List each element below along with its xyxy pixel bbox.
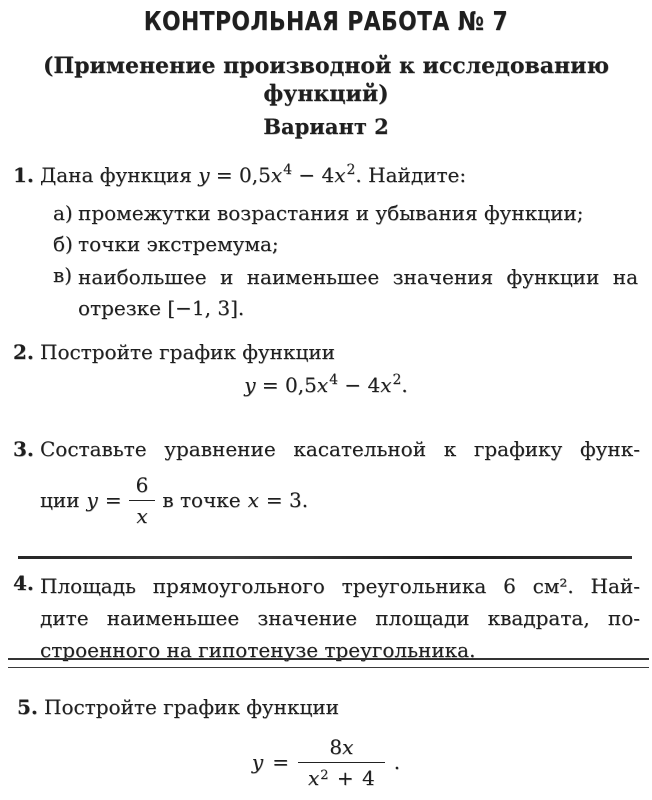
fraction-numerator: 8x (329, 734, 354, 759)
problem-2-formula-text: $y = 0,5x^4 - 4x^2$. (244, 372, 408, 397)
section-divider-bottom (8, 658, 649, 668)
problem-5-text: Постройте график функции (44, 695, 339, 719)
problem-3-line1: Составьте уравнение касательной к графику функ- (40, 437, 640, 461)
variant-heading: Вариант 2 (263, 114, 389, 139)
problem-4 (13, 570, 640, 666)
problem-3-number: 3. (13, 437, 34, 461)
problem-1-item-a-label: а) (53, 201, 73, 225)
document-title (0, 8, 652, 36)
problem-1-item-v-line1: наибольшее и наименьшее значения функции на (78, 265, 638, 289)
fraction-denominator: x (129, 500, 154, 528)
problem-2 (13, 339, 335, 365)
variable-x: x (247, 488, 259, 512)
fraction-6-over-x (129, 473, 156, 528)
fraction-numerator: 6 (135, 472, 149, 497)
problem-5-number: 5. (17, 695, 38, 719)
problem-3-line2-pre: ции (40, 488, 80, 512)
problem-3 (13, 436, 640, 462)
fraction-denominator: $x^2 + 4$ (298, 762, 385, 790)
variable-y: y (251, 750, 264, 774)
variable-y: y (86, 488, 98, 512)
problem-3-line2-end: = 3. (265, 488, 309, 512)
problem-1-item-b-label: б) (53, 232, 73, 256)
section-divider-top (18, 556, 632, 559)
problem-1-item-b-text: точки экстремума; (78, 232, 279, 256)
document-title-text: КОНТРОЛЬНАЯ РАБОТА № 7 (143, 7, 509, 37)
problem-1-item-b (53, 231, 279, 257)
problem-1-item-v (53, 262, 638, 324)
problem-1-intro: Дана функция $y = 0,5x^4 - 4x^2$. Найдите: (40, 162, 467, 187)
problem-2-number: 2. (13, 340, 34, 364)
problem-5-formula (0, 726, 652, 798)
problem-1-item-a (53, 200, 584, 226)
formula-period: . (393, 750, 401, 774)
fraction-8x-over-x2-plus-4 (298, 735, 385, 790)
problem-1-item-a-text: промежутки возрастания и убывания функции; (78, 201, 584, 225)
problem-2-formula (0, 372, 652, 398)
problem-4-text (40, 570, 640, 666)
problem-5 (17, 694, 339, 720)
problem-3-line2 (40, 468, 308, 532)
problem-1-item-v-label: в) (53, 263, 73, 287)
problem-1-item-v-text (78, 262, 638, 324)
problem-1 (13, 162, 466, 188)
problem-4-number: 4. (13, 571, 34, 595)
problem-2-text: Постройте график функции (40, 340, 335, 364)
equals-sign: = (272, 750, 289, 774)
problem-4-line2: дите наименьшее значение площади квадрата, по- (40, 606, 640, 630)
document-subtitle: (Применение производной к исследованию функций) (42, 53, 610, 107)
problem-3-line2-mid: в точке (162, 488, 241, 512)
problem-4-line3: строенного на гипотенузе треугольника. (40, 638, 476, 662)
equals-sign: = (104, 488, 122, 512)
problem-4-line1: Площадь прямоугольного треугольника 6 см². Най- (40, 574, 640, 598)
problem-1-number: 1. (13, 163, 34, 187)
problem-1-item-v-line2: отрезке [−1, 3]. (78, 296, 245, 320)
